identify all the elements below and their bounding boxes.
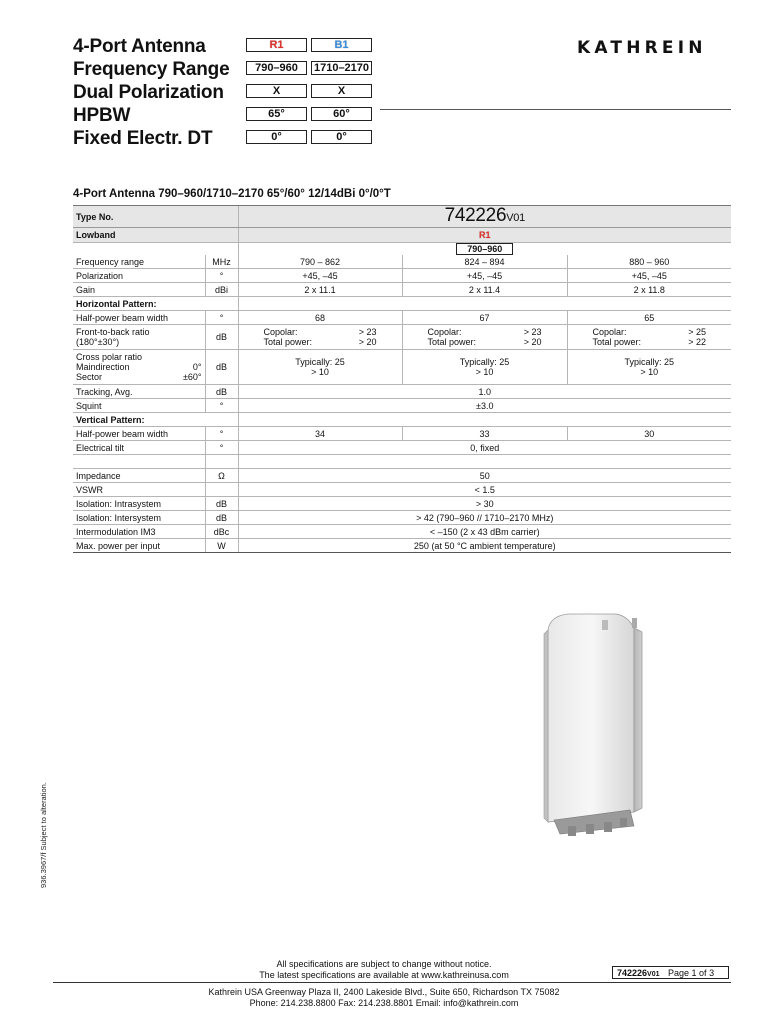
row-value: 2 x 11.8	[567, 283, 731, 297]
type-label: Type No.	[73, 206, 238, 228]
row-unit: dBi	[205, 283, 238, 297]
type-number: 742226	[444, 204, 507, 226]
row-unit: dB	[205, 350, 238, 385]
type-suffix: V01	[506, 211, 525, 224]
header-value-highband: 0°	[311, 130, 372, 144]
header-value-highband: X	[311, 84, 372, 98]
table-row	[73, 427, 731, 441]
header-row-ports	[73, 36, 349, 58]
section-label: Horizontal Pattern:	[73, 297, 238, 311]
row-value: > 42 (790–960 // 1710–2170 MHz)	[238, 511, 731, 525]
row-label: Isolation: Intersystem	[73, 511, 205, 525]
type-row	[73, 206, 731, 228]
header-label: HPBW	[73, 105, 131, 126]
row-label: Intermodulation IM3	[73, 525, 205, 539]
row-value: 2 x 11.4	[402, 283, 567, 297]
table-row	[73, 497, 731, 511]
row-unit: dB	[205, 511, 238, 525]
row-value: Copolar: > 23 Total power: > 20	[238, 325, 402, 350]
lowband-label: Lowband	[73, 228, 238, 243]
header-value-highband: 1710–2170	[311, 61, 372, 75]
row-label: Half-power beam width	[73, 427, 205, 441]
section-label: Vertical Pattern:	[73, 413, 238, 427]
row-value: 34	[238, 427, 402, 441]
row-unit: °	[205, 269, 238, 283]
header-row-hpbw	[73, 105, 350, 127]
row-value: Copolar: > 23 Total power: > 20	[402, 325, 567, 350]
row-label: VSWR	[73, 483, 205, 497]
footer-address: Kathrein USA Greenway Plaza II, 2400 Lakeside Blvd., Suite 650, Richardson TX 75082	[208, 987, 560, 997]
table-row	[73, 511, 731, 525]
header-value-lowband: X	[246, 84, 307, 98]
row-value: 1.0	[238, 385, 731, 399]
row-value: Typically: 25 > 10	[238, 350, 402, 385]
table-row	[73, 469, 731, 483]
product-subtitle: 4-Port Antenna 790–960/1710–2170 65°/60° 12/14dBi 0°/0°T	[73, 188, 391, 200]
antenna-product-image	[538, 612, 648, 847]
table-row	[73, 441, 731, 455]
row-label: Half-power beam width	[73, 311, 205, 325]
footer-note-1: All specifications are subject to change without notice.	[276, 959, 492, 969]
row-label: Max. power per input	[73, 539, 205, 553]
row-unit: °	[205, 399, 238, 413]
row-unit: °	[205, 441, 238, 455]
section-row	[73, 413, 731, 427]
header-value-r1: R1	[246, 38, 307, 52]
header-label: Fixed Electr. DT	[73, 128, 213, 149]
row-unit: °	[205, 427, 238, 441]
table-row	[73, 350, 731, 385]
row-value: 65	[567, 311, 731, 325]
row-value: Copolar: > 25 Total power: > 22	[567, 325, 731, 350]
section-row	[73, 297, 731, 311]
footer-contact: Phone: 214.238.8800 Fax: 214.238.8801 Email: info@kathrein.com	[249, 998, 519, 1008]
header-row-polarization	[73, 82, 346, 104]
row-value: < –150 (2 x 43 dBm carrier)	[238, 525, 731, 539]
table-row	[73, 255, 731, 269]
table-row	[73, 525, 731, 539]
row-value: ±3.0	[238, 399, 731, 413]
page-type-suffix: V01	[647, 971, 660, 978]
row-value: +45, –45	[567, 269, 731, 283]
table-row	[73, 539, 731, 553]
row-value: 33	[402, 427, 567, 441]
row-unit: Ω	[205, 469, 238, 483]
lowband-row	[73, 228, 731, 243]
row-label: Tracking, Avg.	[73, 385, 205, 399]
header-row-tilt	[73, 128, 347, 150]
spacer-row	[73, 455, 731, 469]
table-row	[73, 483, 731, 497]
kathrein-logo: KATHREIN	[577, 38, 707, 58]
row-unit: dB	[205, 497, 238, 511]
header-divider	[380, 109, 731, 110]
header-value-lowband: 65°	[246, 107, 307, 121]
table-row	[73, 311, 731, 325]
footer-note-2: The latest specifications are available at www.kathreinusa.com	[259, 970, 509, 980]
type-number-cell	[238, 206, 731, 228]
header-value-lowband: 0°	[246, 130, 307, 144]
row-label: Squint	[73, 399, 205, 413]
row-label: Electrical tilt	[73, 441, 205, 455]
row-value: > 30	[238, 497, 731, 511]
header-label: Frequency Range	[73, 59, 230, 80]
row-label: Front-to-back ratio (180°±30°)	[73, 325, 205, 350]
row-value: 68	[238, 311, 402, 325]
header-value-b1: B1	[311, 38, 372, 52]
band-tag: R1	[238, 228, 731, 243]
table-row	[73, 399, 731, 413]
header-label: Dual Polarization	[73, 82, 224, 103]
row-value: Typically: 25 > 10	[567, 350, 731, 385]
row-unit	[205, 483, 238, 497]
page-label: Page 1 of 3	[668, 968, 715, 978]
table-row	[73, 325, 731, 350]
row-unit: W	[205, 539, 238, 553]
header-value-lowband: 790–960	[246, 61, 307, 75]
row-unit: dBc	[205, 525, 238, 539]
row-value: 2 x 11.1	[238, 283, 402, 297]
row-label: Gain	[73, 283, 205, 297]
row-value: 50	[238, 469, 731, 483]
row-unit: dB	[205, 385, 238, 399]
footer-divider	[53, 982, 731, 983]
band-range-box: 790–960	[456, 243, 513, 255]
row-value: 250 (at 50 °C ambient temperature)	[238, 539, 731, 553]
row-unit: °	[205, 311, 238, 325]
row-unit: dB	[205, 325, 238, 350]
band-range-row	[73, 243, 731, 256]
table-row	[73, 385, 731, 399]
row-value: < 1.5	[238, 483, 731, 497]
row-value: Typically: 25 > 10	[402, 350, 567, 385]
row-value: 790 – 862	[238, 255, 402, 269]
row-unit: MHz	[205, 255, 238, 269]
row-value: +45, –45	[402, 269, 567, 283]
row-value: 67	[402, 311, 567, 325]
row-value: 824 – 894	[402, 255, 567, 269]
header-label: 4-Port Antenna	[73, 36, 206, 57]
row-label: Impedance	[73, 469, 205, 483]
row-label: Polarization	[73, 269, 205, 283]
page-indicator	[612, 966, 729, 979]
row-value: +45, –45	[238, 269, 402, 283]
row-value: 30	[567, 427, 731, 441]
document-code-side-text: 936.3967/f Subject to alteration.	[39, 782, 48, 888]
row-value: 0, fixed	[238, 441, 731, 455]
table-row	[73, 269, 731, 283]
row-value: 880 – 960	[567, 255, 731, 269]
header-row-frequency	[73, 59, 370, 81]
header-value-highband: 60°	[311, 107, 372, 121]
row-label: Frequency range	[73, 255, 205, 269]
row-label: Cross polar ratio Maindirection 0° Sector ±60°	[73, 350, 205, 385]
table-row	[73, 283, 731, 297]
row-label: Isolation: Intrasystem	[73, 497, 205, 511]
spec-table	[73, 205, 731, 553]
page-type-number: 742226	[617, 968, 648, 978]
